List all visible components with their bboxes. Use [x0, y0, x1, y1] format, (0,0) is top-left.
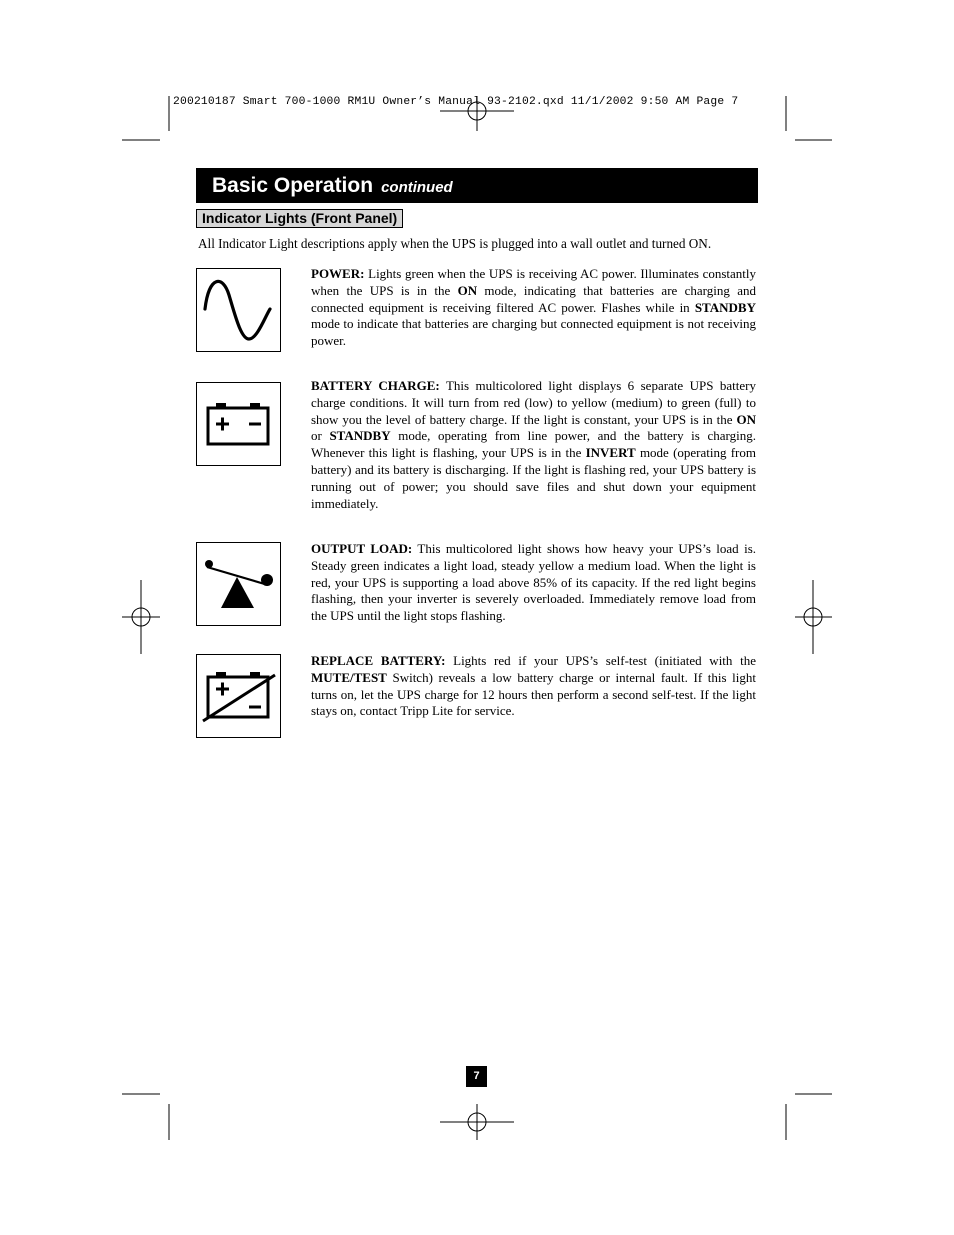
replace-battery-label: REPLACE BATTERY: — [311, 653, 446, 668]
section-title: Basic Operation — [212, 173, 374, 197]
power-text: mode, indicating that batteries are charging and connected equipment is receiving filtered AC power. Flashes while in — [311, 282, 756, 315]
battery-charge-text: or — [311, 428, 330, 444]
battery-charge-description — [311, 378, 756, 512]
replace-battery-description — [311, 653, 756, 720]
section-header-bar — [196, 168, 758, 203]
mode-on-term: ON — [457, 282, 478, 298]
battery-charge-text: mode, operating from line power, and the battery is charging. Whenever this light is flashing, your UPS is in the — [311, 428, 756, 461]
mode-on-term: ON — [736, 411, 756, 427]
output-load-label: OUTPUT LOAD: — [311, 541, 413, 556]
mode-standby-term: STANDBY — [694, 299, 756, 315]
battery-charge-text: This multicolored light displays 6 separate UPS battery charge conditions. It will turn from red (low) to yellow (medium) to green (full) to show you the level of battery charge. If the light is constant, your UPS is in the — [311, 378, 756, 427]
mode-standby-term: STANDBY — [329, 428, 391, 444]
seesaw-load-icon — [196, 542, 281, 626]
page-number: 7 — [466, 1066, 487, 1087]
power-text: mode to indicate that batteries are charging but connected equipment is not receiving power. — [311, 316, 756, 349]
mode-invert-term: INVERT — [585, 445, 636, 461]
intro-paragraph: All Indicator Light descriptions apply when the UPS is plugged into a wall outlet and turned ON. — [198, 236, 712, 251]
output-load-text: This multicolored light shows how heavy your UPS’s load is. Steady green indicates a light load, steady yellow a medium load. When the light is red, your UPS is supporting a load above 85% of its capacity. If the red light begins flashing, then your inverter is severely overloaded. Immediately remove load from the UPS until the light stops flashing. — [311, 541, 756, 624]
replace-battery-icon — [196, 654, 281, 738]
mute-test-term: MUTE/TEST — [311, 669, 387, 685]
output-load-description — [311, 541, 756, 625]
sine-wave-icon — [196, 268, 281, 352]
subsection-heading: Indicator Lights (Front Panel) — [196, 209, 403, 228]
power-text: Lights green when the UPS is receiving AC power. Illuminates constantly when the UPS is in the — [311, 266, 757, 298]
replace-battery-text: Lights red if your UPS’s self-test (initiated with the — [453, 653, 757, 668]
power-description — [311, 266, 756, 350]
battery-charge-label: BATTERY CHARGE: — [311, 378, 440, 393]
power-label: POWER: — [311, 266, 365, 281]
print-slug-line: 200210187 Smart 700-1000 RM1U Owner’s Manual 93-2102.qxd 11/1/2002 9:50 AM Page 7 — [173, 96, 739, 108]
replace-battery-text: Switch) reveals a low battery charge or internal fault. If this light turns on, let the UPS charge for 12 hours then perform a second self-test. If the light stays on, contact Tripp Lite for service. — [311, 669, 756, 719]
section-subtitle: continued — [381, 179, 453, 196]
battery-charge-text: mode (operating from battery) and its battery is discharging. If the light is flashing red, your UPS battery is running out of power; you should save files and shut down your equipment immediately. — [311, 445, 757, 511]
battery-icon — [196, 382, 281, 466]
